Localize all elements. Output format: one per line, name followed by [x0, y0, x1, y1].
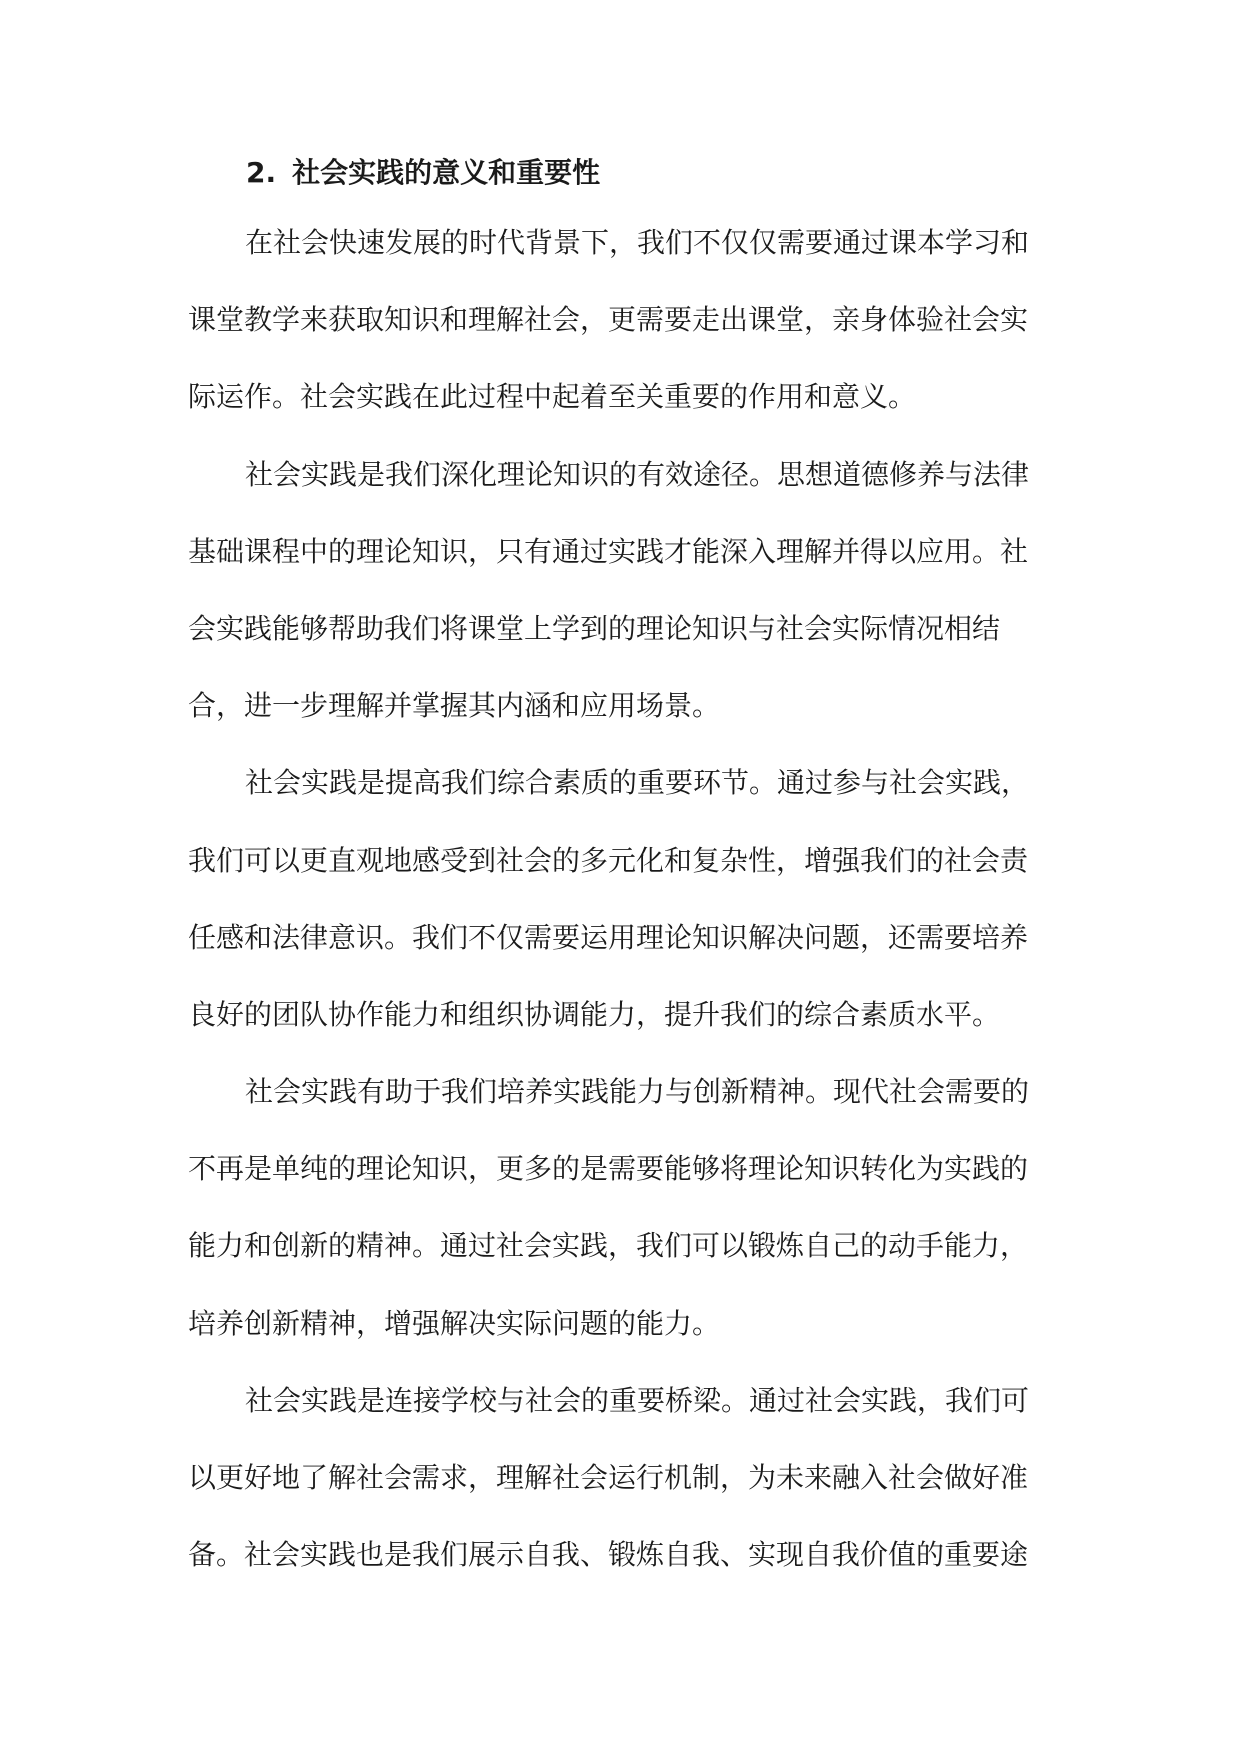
paragraph-line: 课堂教学来获取知识和理解社会，更需要走出课堂，亲身体验社会实 — [188, 303, 1029, 337]
paragraph-line: 合，进一步理解并掌握其内涵和应用场景。 — [188, 689, 721, 723]
paragraph-line: 基础课程中的理论知识，只有通过实践才能深入理解并得以应用。社 — [188, 534, 1029, 568]
section-title: 社会实践的意义和重要性 — [292, 156, 601, 189]
paragraph — [188, 1053, 1056, 1362]
paragraph-line: 以更好地了解社会需求，理解社会运行机制，为未来融入社会做好准 — [188, 1461, 1029, 1494]
paragraph-line: 社会实践是提高我们综合素质的重要环节。通过参与社会实践， — [245, 766, 1030, 800]
paragraph-line: 我们可以更直观地感受到社会的多元化和复杂性，增强我们的社会责 — [188, 843, 1029, 877]
paragraph-line: 际运作。社会实践在此过程中起着至关重要的作用和意义。 — [188, 380, 917, 414]
paragraph — [188, 1362, 1056, 1594]
paragraph-line: 任感和法律意识。我们不仅需要运用理论知识解决问题，还需要培养 — [188, 920, 1029, 954]
paragraph-line: 会实践能够帮助我们将课堂上学到的理论知识与社会实际情况相结 — [188, 611, 1001, 645]
paragraph — [188, 744, 1056, 1053]
paragraph-line: 社会实践有助于我们培养实践能力与创新精神。现代社会需要的 — [245, 1075, 1030, 1109]
paragraphs — [188, 204, 1056, 1593]
paragraph-line: 不再是单纯的理论知识，更多的是需要能够将理论知识转化为实践的 — [188, 1152, 1029, 1186]
section-heading — [246, 142, 1056, 204]
paragraph-line: 培养创新精神，增强解决实际问题的能力。 — [188, 1306, 721, 1340]
paragraph-line: 社会实践是我们深化理论知识的有效途径。思想道德修养与法律 — [245, 457, 1030, 491]
paragraph-line: 备。社会实践也是我们展示自我、锻炼自我、实现自我价值的重要途 — [188, 1538, 1029, 1572]
paragraph-line: 在社会快速发展的时代背景下，我们不仅仅需要通过课本学习和 — [245, 226, 1030, 259]
paragraph — [188, 436, 1056, 745]
document-body — [188, 142, 1056, 1593]
paragraph-line: 良好的团队协作能力和组织协调能力，提升我们的综合素质水平。 — [188, 997, 1001, 1031]
paragraph — [188, 204, 1056, 436]
paragraph-line: 能力和创新的精神。通过社会实践，我们可以锻炼自己的动手能力， — [188, 1229, 1029, 1263]
paragraph-line: 社会实践是连接学校与社会的重要桥梁。通过社会实践，我们可 — [245, 1383, 1030, 1417]
section-number: 2. — [246, 156, 277, 189]
